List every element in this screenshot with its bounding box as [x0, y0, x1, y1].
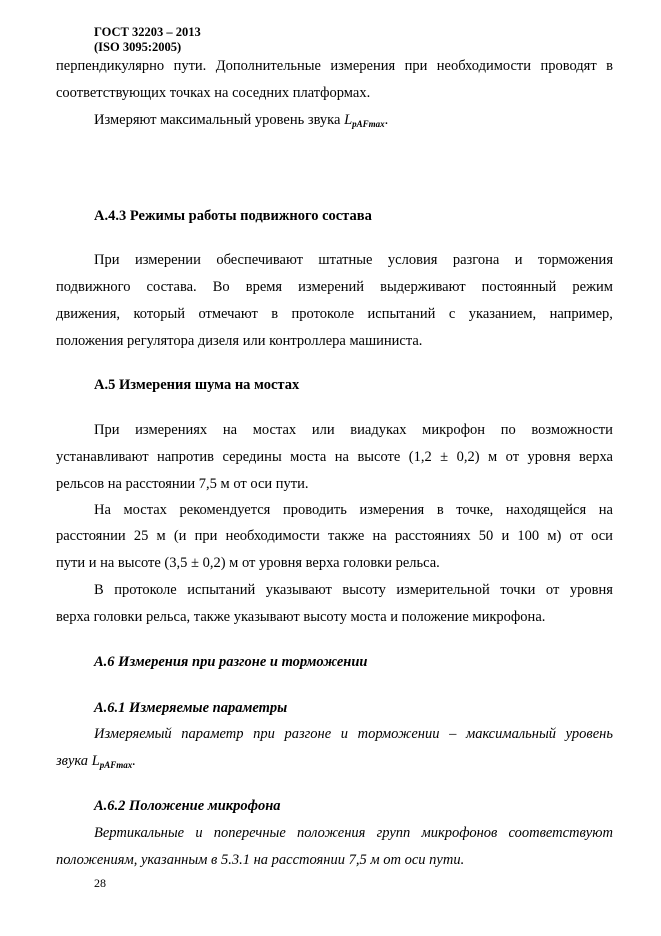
- word: точки: [500, 582, 536, 598]
- section-heading: А.5 Измерения шума на мостах: [94, 377, 300, 393]
- word: В: [94, 582, 104, 598]
- word: при: [253, 726, 275, 742]
- text-line: [94, 501, 613, 519]
- section-heading: А.6 Измерения при разгоне и торможении: [94, 654, 368, 670]
- word: указанием,: [468, 306, 537, 322]
- word: напротив: [157, 449, 215, 465]
- word: 100: [517, 528, 540, 544]
- text-line: [94, 824, 613, 842]
- text-line: рельсов на расстоянии 7,5 м от оси пути.: [56, 476, 309, 492]
- word: перпендикулярно: [56, 58, 165, 74]
- word: микрофонов: [421, 825, 498, 841]
- symbol-subscript: pAFmax: [99, 760, 133, 770]
- word: середины: [222, 449, 282, 465]
- word: оси: [591, 528, 613, 544]
- word: и: [195, 825, 203, 841]
- word: Во: [212, 279, 230, 295]
- word: пути.: [173, 58, 207, 74]
- word: устанавливают: [56, 449, 149, 465]
- text-line: звука $L_{pAFmax}$.: [56, 753, 136, 770]
- word: по: [500, 422, 516, 438]
- word: испытаний: [367, 306, 436, 322]
- symbol-L: L: [344, 112, 353, 128]
- text-line: положения регулятора дизеля или контроллера машиниста.: [56, 333, 423, 349]
- word: 25: [133, 528, 149, 544]
- word: рекомендуется: [179, 502, 271, 518]
- text-line: [94, 725, 613, 743]
- word: условия: [387, 252, 438, 268]
- word: измерения: [359, 502, 425, 518]
- word: обеспечивают: [216, 252, 303, 268]
- section-heading: А.4.3 Режимы работы подвижного состава: [94, 208, 372, 224]
- text-line: [56, 448, 613, 466]
- word: поперечные: [213, 825, 286, 841]
- word: положения: [296, 825, 366, 841]
- text-line: пути и на высоте (3,5 ± 0,2) м от уровня верха головки рельса.: [56, 555, 440, 571]
- word: и: [340, 726, 349, 742]
- word: Дополнительные: [215, 58, 321, 74]
- word: мостах: [252, 422, 297, 438]
- word: протоколе: [114, 582, 177, 598]
- word: отмечают: [198, 306, 258, 322]
- word: максимальный: [465, 726, 557, 742]
- word: при: [404, 58, 428, 74]
- word: и: [514, 252, 523, 268]
- subsection-heading: А.6.2 Положение микрофона: [94, 798, 281, 814]
- text-line: положениям, указанным в 5.3.1 на расстоянии 7,5 м от оси пути.: [56, 852, 465, 868]
- word: указывают: [265, 582, 332, 598]
- text-line: Измеряют максимальный уровень звука $L_{pAFmax}$.: [94, 112, 389, 129]
- word: протоколе: [291, 306, 355, 322]
- word: от: [569, 528, 583, 544]
- word: верха: [579, 449, 613, 465]
- text-line: [56, 305, 613, 323]
- word: подвижного: [56, 279, 131, 295]
- word: например,: [549, 306, 613, 322]
- word: мостах: [123, 502, 167, 518]
- word: параметр: [181, 726, 244, 742]
- word: групп: [376, 825, 411, 841]
- word: уровня: [569, 582, 613, 598]
- word: (и: [173, 528, 187, 544]
- word: необходимости: [436, 58, 532, 74]
- word: с: [448, 306, 456, 322]
- word: Вертикальные: [94, 825, 185, 841]
- word: высоте: [357, 449, 401, 465]
- word: испытаний: [187, 582, 256, 598]
- page-number: 28: [94, 876, 106, 890]
- word: проводят: [540, 58, 597, 74]
- word: время: [245, 279, 283, 295]
- word: На: [94, 502, 111, 518]
- word: постоянный: [481, 279, 557, 295]
- word: на: [372, 528, 387, 544]
- text-line: [94, 421, 613, 439]
- word: расстояниях: [394, 528, 471, 544]
- document-header: [94, 25, 201, 55]
- word: разгона: [452, 252, 500, 268]
- word: При: [94, 252, 120, 268]
- word: необходимости: [225, 528, 320, 544]
- word: от: [545, 582, 560, 598]
- word: разгоне: [284, 726, 332, 742]
- subsection-heading: А.6.1 Измеряемые параметры: [94, 700, 288, 716]
- word: на: [334, 449, 349, 465]
- text-line: верха головки рельса, также указывают высоту моста и положение микрофона.: [56, 609, 546, 625]
- standard-number: ГОСТ 32203 – 2013: [94, 25, 201, 39]
- word: при: [194, 528, 218, 544]
- word: режим: [572, 279, 613, 295]
- word: торможении: [357, 726, 440, 742]
- word: м: [488, 449, 498, 465]
- word: также: [328, 528, 365, 544]
- word: или: [311, 422, 335, 438]
- word: в: [606, 58, 613, 74]
- word: микрофон: [422, 422, 486, 438]
- word: виадуках: [350, 422, 407, 438]
- word: выдерживают: [380, 279, 466, 295]
- word: от: [505, 449, 520, 465]
- word: (1,2: [408, 449, 432, 465]
- word: уровень: [565, 726, 613, 742]
- word: на: [598, 502, 613, 518]
- word: измерений: [298, 279, 365, 295]
- word: 0,2): [456, 449, 480, 465]
- word: и: [501, 528, 510, 544]
- text-line: [94, 581, 613, 599]
- symbol-subscript: pAFmax: [352, 119, 385, 129]
- text-line: [56, 527, 613, 545]
- word: торможения: [538, 252, 613, 268]
- word: состава.: [146, 279, 197, 295]
- word: Измеряемый: [94, 726, 172, 742]
- word: точке,: [456, 502, 494, 518]
- word: измерения: [330, 58, 396, 74]
- word: штатные: [318, 252, 373, 268]
- word: в: [436, 502, 444, 518]
- word: При: [94, 422, 120, 438]
- word: находящейся: [505, 502, 587, 518]
- text-line: [56, 57, 613, 75]
- word: уровня: [527, 449, 571, 465]
- word: возможности: [531, 422, 613, 438]
- word: ±: [440, 449, 449, 465]
- symbol-L: L: [91, 753, 100, 769]
- word: в: [271, 306, 279, 322]
- text-line: [56, 278, 613, 296]
- text-line: [94, 251, 613, 269]
- word: м: [156, 528, 166, 544]
- word: 50: [478, 528, 494, 544]
- word: измерениях: [135, 422, 208, 438]
- word: м): [547, 528, 562, 544]
- word: на: [222, 422, 238, 438]
- word: измерительной: [396, 582, 490, 598]
- word: –: [449, 726, 457, 742]
- word: расстоянии: [56, 528, 126, 544]
- word: измерении: [134, 252, 201, 268]
- word: который: [133, 306, 186, 322]
- word: моста: [290, 449, 327, 465]
- word: высоту: [342, 582, 386, 598]
- word: соответствуют: [508, 825, 613, 841]
- word: проводить: [282, 502, 347, 518]
- iso-reference: (ISO 3095:2005): [94, 40, 182, 54]
- word: движения,: [56, 306, 121, 322]
- text-line: соответствующих точках на соседних платформах.: [56, 85, 371, 101]
